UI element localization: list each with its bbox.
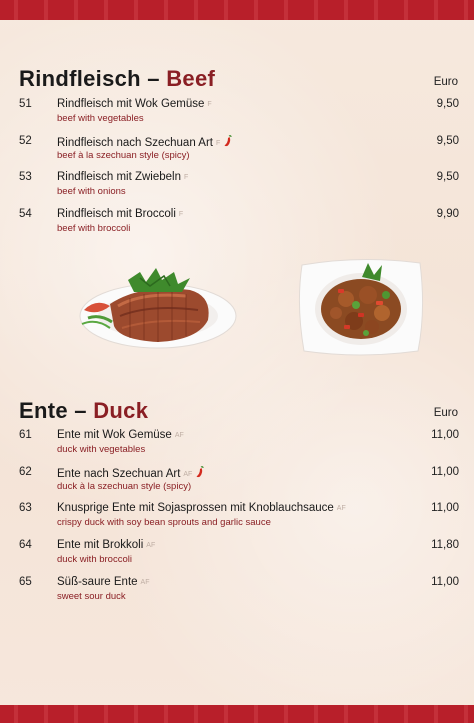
item-price: 9,90: [436, 208, 459, 221]
menu-item: [19, 502, 459, 534]
item-description: crispy duck with soy bean sprouts and garlic sauce: [57, 517, 271, 529]
item-price: 9,50: [436, 98, 459, 110]
menu-item: [19, 135, 459, 167]
item-name: Süß-saure Ente AF: [57, 575, 150, 588]
item-price: 9,50: [436, 134, 459, 147]
menu-item: [19, 539, 459, 571]
item-description: beef with vegetables: [57, 113, 144, 124]
stir-fried-beef-dish-photo: [296, 255, 426, 359]
item-description: beef à la szechuan style (spicy): [57, 149, 190, 161]
item-number: 62: [19, 465, 32, 478]
item-description: duck with vegetables: [57, 444, 146, 455]
allergen-code: F: [207, 101, 212, 108]
beef-title-english: Beef: [166, 66, 216, 91]
beef-section-title: [19, 66, 215, 92]
allergen-code: F: [184, 174, 189, 182]
top-decorative-band: [0, 0, 474, 20]
item-price: 11,80: [431, 539, 459, 552]
allergen-code: F: [178, 211, 184, 219]
bottom-decorative-band: [0, 705, 474, 723]
item-name: Ente nach Szechuan Art AF: [57, 466, 204, 480]
duck-currency-label: Euro: [433, 407, 458, 419]
item-price: 11,00: [431, 429, 459, 441]
item-price: 11,00: [431, 502, 459, 515]
beef-currency-label: Euro: [433, 76, 458, 88]
item-description: duck with broccoli: [57, 554, 132, 566]
menu-item: [19, 208, 459, 240]
item-number: 51: [19, 98, 32, 110]
item-number: 65: [19, 575, 32, 588]
item-description: sweet sour duck: [57, 590, 126, 602]
item-name: Ente mit Brokkoli AF: [57, 539, 156, 552]
menu-item: [19, 576, 459, 608]
duck-section-title: [19, 398, 148, 424]
allergen-code: F: [215, 139, 221, 147]
item-description: beef with broccoli: [57, 223, 131, 235]
item-name: Rindfleisch mit Wok Gemüse F: [57, 98, 212, 110]
chili-pepper-icon: [195, 466, 204, 478]
item-number: 54: [19, 208, 32, 221]
item-description: beef with onions: [57, 186, 126, 198]
item-name: Ente mit Wok Gemüse AF: [57, 429, 184, 441]
menu-item: [19, 429, 459, 461]
menu-item: [19, 171, 459, 203]
item-name: Rindfleisch mit Broccoli F: [57, 208, 184, 221]
item-number: 53: [19, 171, 32, 184]
allergen-code: AF: [174, 432, 184, 439]
sliced-beef-dish-photo: [70, 258, 238, 354]
chili-pepper-icon: [223, 135, 232, 147]
allergen-code: AF: [146, 542, 156, 550]
item-name: Knusprige Ente mit Sojasprossen mit Knoblauchsauce AF: [57, 502, 346, 515]
allergen-code: AF: [336, 505, 346, 513]
allergen-code: AF: [140, 578, 150, 586]
duck-title-german: Ente –: [19, 398, 94, 423]
item-number: 64: [19, 539, 32, 552]
menu-item: [19, 466, 459, 498]
allergen-code: AF: [183, 470, 193, 478]
beef-title-german: Rindfleisch –: [19, 66, 167, 91]
item-number: 63: [19, 502, 32, 515]
duck-title-english: Duck: [93, 398, 149, 423]
item-name: Rindfleisch mit Zwiebeln F: [57, 171, 189, 184]
menu-item: [19, 98, 459, 130]
item-price: 11,00: [431, 465, 459, 478]
item-price: 11,00: [431, 575, 459, 588]
item-description: duck à la szechuan style (spicy): [57, 480, 192, 492]
item-price: 9,50: [436, 171, 459, 184]
item-name: Rindfleisch nach Szechuan Art F: [57, 135, 232, 149]
item-number: 52: [19, 134, 32, 147]
item-number: 61: [19, 429, 32, 441]
